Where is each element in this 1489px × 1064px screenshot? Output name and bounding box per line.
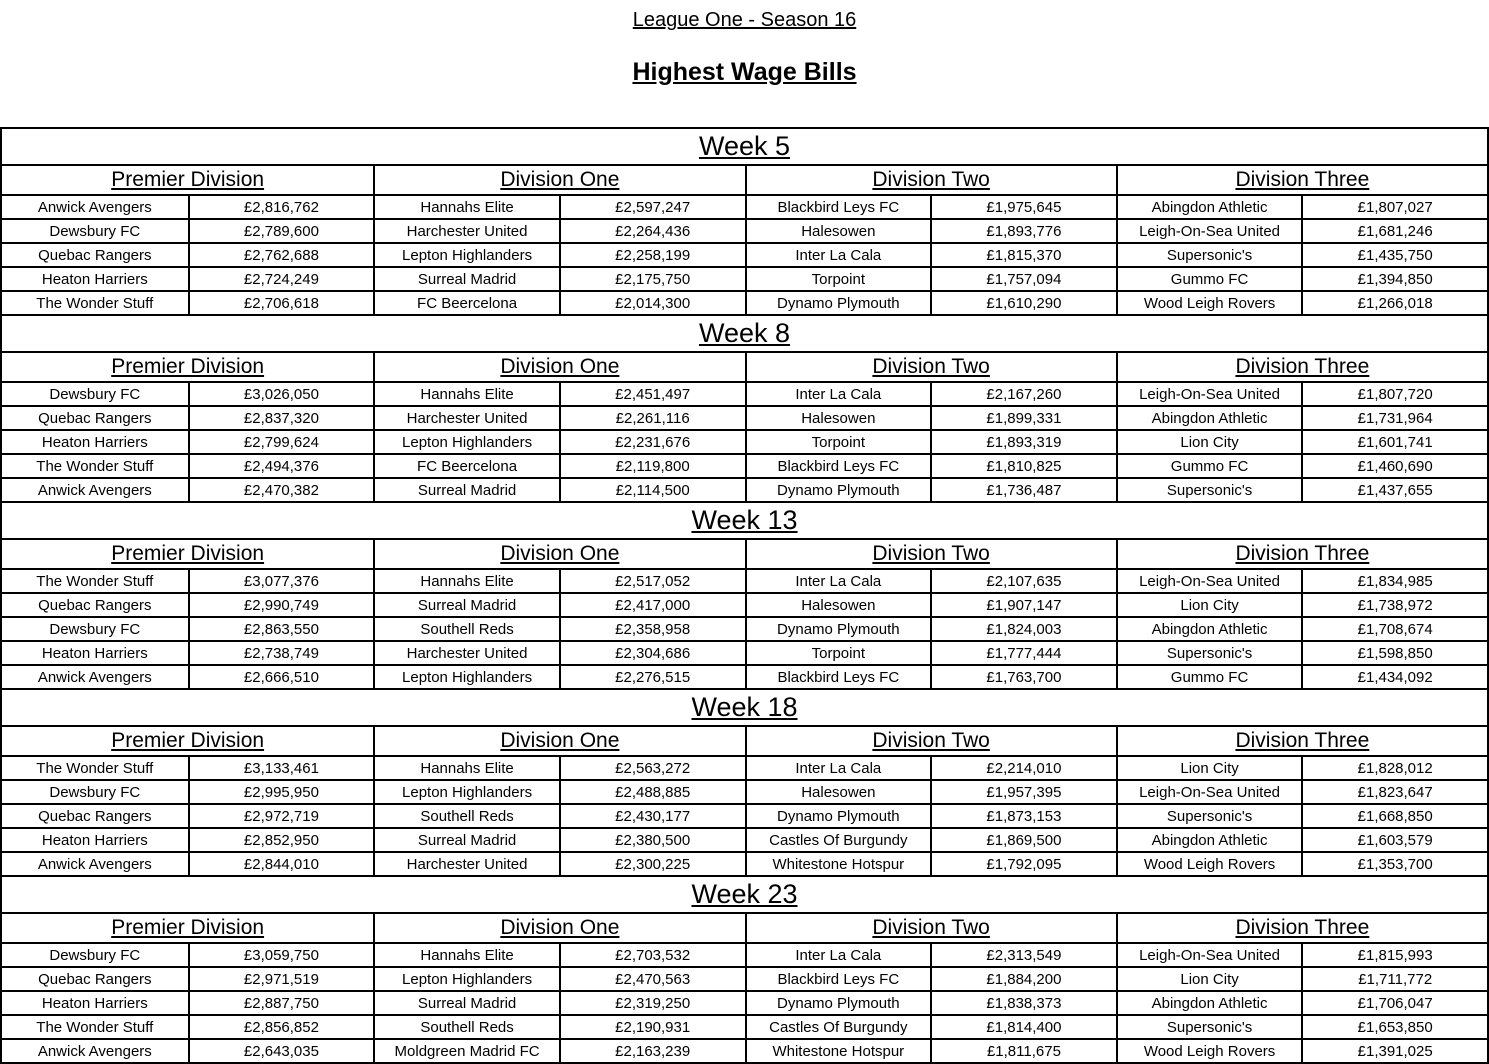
wage-value-cell: £2,304,686 [559, 640, 745, 664]
division-header [745, 351, 1116, 381]
team-name-cell: Quebac Rangers [2, 242, 188, 266]
wage-value-cell: £2,971,519 [188, 966, 374, 990]
division-header [2, 164, 373, 194]
team-name-cell: Abingdon Athletic [1116, 194, 1302, 218]
wage-value-cell: £1,394,850 [1301, 266, 1487, 290]
wage-value-cell: £1,391,025 [1301, 1038, 1487, 1062]
division-header-label: Division One [500, 168, 620, 191]
team-name-cell: Lion City [1116, 755, 1302, 779]
division-header-label: Division One [500, 355, 620, 378]
team-name-cell: Gummo FC [1116, 664, 1302, 688]
team-name-cell: Lepton Highlanders [373, 779, 559, 803]
team-name-cell: Anwick Avengers [2, 664, 188, 688]
division-header-label: Division Two [872, 168, 990, 191]
division-header-label: Division Three [1235, 355, 1370, 378]
team-name-cell: Dewsbury FC [2, 779, 188, 803]
wage-value-cell: £2,852,950 [188, 827, 374, 851]
wage-value-cell: £2,517,052 [559, 568, 745, 592]
team-name-cell: Halesowen [745, 218, 931, 242]
wage-value-cell: £2,816,762 [188, 194, 374, 218]
wage-value-cell: £3,077,376 [188, 568, 374, 592]
wage-value-cell: £2,190,931 [559, 1014, 745, 1038]
wage-value-cell: £2,107,635 [930, 568, 1116, 592]
wage-value-cell: £1,807,027 [1301, 194, 1487, 218]
team-name-cell: Dynamo Plymouth [745, 616, 931, 640]
wage-value-cell: £2,380,500 [559, 827, 745, 851]
division-header-label: Division Three [1235, 542, 1370, 565]
wage-value-cell: £1,824,003 [930, 616, 1116, 640]
team-name-cell: Torpoint [745, 266, 931, 290]
team-name-cell: Harchester United [373, 640, 559, 664]
team-name-cell: Leigh-On-Sea United [1116, 568, 1302, 592]
wage-value-cell: £2,995,950 [188, 779, 374, 803]
team-name-cell: Anwick Avengers [2, 477, 188, 501]
team-name-cell: Harchester United [373, 218, 559, 242]
division-header-label: Premier Division [111, 916, 265, 939]
team-name-cell: Leigh-On-Sea United [1116, 381, 1302, 405]
team-name-cell: Hannahs Elite [373, 568, 559, 592]
division-header-label: Division Two [872, 916, 990, 939]
wage-value-cell: £1,603,579 [1301, 827, 1487, 851]
wage-value-cell: £2,703,532 [559, 942, 745, 966]
wage-value-cell: £1,736,487 [930, 477, 1116, 501]
team-name-cell: Anwick Avengers [2, 1038, 188, 1062]
wage-value-cell: £2,738,749 [188, 640, 374, 664]
wage-value-cell: £2,706,618 [188, 290, 374, 314]
wage-value-cell: £2,358,958 [559, 616, 745, 640]
team-name-cell: Blackbird Leys FC [745, 453, 931, 477]
team-name-cell: Surreal Madrid [373, 592, 559, 616]
wage-value-cell: £2,300,225 [559, 851, 745, 875]
division-header [1116, 538, 1487, 568]
wage-value-cell: £1,792,095 [930, 851, 1116, 875]
division-header-label: Division Two [872, 355, 990, 378]
wage-value-cell: £2,724,249 [188, 266, 374, 290]
report-title: Highest Wage Bills [632, 58, 857, 86]
team-name-cell: Quebac Rangers [2, 966, 188, 990]
team-name-cell: Heaton Harriers [2, 990, 188, 1014]
team-name-cell: Inter La Cala [745, 755, 931, 779]
division-header-label: Division One [500, 729, 620, 752]
wage-value-cell: £1,731,964 [1301, 405, 1487, 429]
division-header [745, 538, 1116, 568]
wage-value-cell: £2,114,500 [559, 477, 745, 501]
team-name-cell: Supersonic's [1116, 803, 1302, 827]
team-name-cell: Southell Reds [373, 1014, 559, 1038]
division-header-label: Premier Division [111, 168, 265, 191]
team-name-cell: Abingdon Athletic [1116, 405, 1302, 429]
wage-value-cell: £2,762,688 [188, 242, 374, 266]
wage-value-cell: £2,470,563 [559, 966, 745, 990]
division-header-label: Division Three [1235, 916, 1370, 939]
week-title-week-8-label: Week 8 [698, 318, 791, 348]
division-header [373, 725, 744, 755]
division-header-label: Division One [500, 542, 620, 565]
division-header [2, 538, 373, 568]
division-header [2, 725, 373, 755]
team-name-cell: Heaton Harriers [2, 640, 188, 664]
wage-value-cell: £1,708,674 [1301, 616, 1487, 640]
wage-value-cell: £1,653,850 [1301, 1014, 1487, 1038]
wage-value-cell: £2,863,550 [188, 616, 374, 640]
wage-value-cell: £2,264,436 [559, 218, 745, 242]
wage-value-cell: £2,163,239 [559, 1038, 745, 1062]
section-week-8 [2, 314, 1487, 501]
division-header-label: Division Two [872, 729, 990, 752]
wage-value-cell: £1,435,750 [1301, 242, 1487, 266]
team-name-cell: Quebac Rangers [2, 592, 188, 616]
wage-value-cell: £1,893,776 [930, 218, 1116, 242]
section-week-23 [2, 875, 1487, 1062]
highest-wage-bills-table [0, 127, 1489, 1064]
team-name-cell: Gummo FC [1116, 453, 1302, 477]
wage-value-cell: £2,119,800 [559, 453, 745, 477]
wage-value-cell: £1,706,047 [1301, 990, 1487, 1014]
team-name-cell: Supersonic's [1116, 477, 1302, 501]
week-title-week-23 [2, 875, 1487, 912]
wage-value-cell: £1,815,993 [1301, 942, 1487, 966]
wage-value-cell: £2,214,010 [930, 755, 1116, 779]
team-name-cell: Moldgreen Madrid FC [373, 1038, 559, 1062]
division-header [1116, 912, 1487, 942]
division-header-label: Division One [500, 916, 620, 939]
team-name-cell: Surreal Madrid [373, 827, 559, 851]
team-name-cell: Halesowen [745, 779, 931, 803]
team-name-cell: Halesowen [745, 405, 931, 429]
team-name-cell: The Wonder Stuff [2, 1014, 188, 1038]
team-name-cell: Castles Of Burgundy [745, 827, 931, 851]
week-title-week-18-label: Week 18 [691, 692, 798, 722]
wage-value-cell: £2,319,250 [559, 990, 745, 1014]
team-name-cell: The Wonder Stuff [2, 453, 188, 477]
team-name-cell: Dewsbury FC [2, 942, 188, 966]
team-name-cell: Surreal Madrid [373, 266, 559, 290]
team-name-cell: Hannahs Elite [373, 194, 559, 218]
team-name-cell: Inter La Cala [745, 568, 931, 592]
week-title-week-13 [2, 501, 1487, 538]
wage-value-cell: £1,763,700 [930, 664, 1116, 688]
team-name-cell: Abingdon Athletic [1116, 827, 1302, 851]
team-name-cell: Heaton Harriers [2, 827, 188, 851]
division-header-label: Division Three [1235, 168, 1370, 191]
division-header-label: Division Two [872, 542, 990, 565]
team-name-cell: Quebac Rangers [2, 803, 188, 827]
division-header-label: Premier Division [111, 355, 265, 378]
team-name-cell: Dynamo Plymouth [745, 477, 931, 501]
team-name-cell: Leigh-On-Sea United [1116, 942, 1302, 966]
team-name-cell: FC Beercelona [373, 290, 559, 314]
week-title-week-5-label: Week 5 [698, 131, 791, 161]
wage-value-cell: £2,789,600 [188, 218, 374, 242]
team-name-cell: Hannahs Elite [373, 942, 559, 966]
team-name-cell: Supersonic's [1116, 640, 1302, 664]
division-header [745, 164, 1116, 194]
wage-value-cell: £2,887,750 [188, 990, 374, 1014]
team-name-cell: Abingdon Athletic [1116, 616, 1302, 640]
team-name-cell: Hannahs Elite [373, 755, 559, 779]
team-name-cell: Harchester United [373, 405, 559, 429]
division-header-label: Premier Division [111, 729, 265, 752]
team-name-cell: Lion City [1116, 966, 1302, 990]
wage-value-cell: £2,430,177 [559, 803, 745, 827]
team-name-cell: Lion City [1116, 429, 1302, 453]
week-title-week-23-label: Week 23 [691, 879, 798, 909]
week-title-week-18 [2, 688, 1487, 725]
division-header [373, 538, 744, 568]
team-name-cell: Wood Leigh Rovers [1116, 1038, 1302, 1062]
division-header [1116, 351, 1487, 381]
division-header [1116, 725, 1487, 755]
division-header-label: Premier Division [111, 542, 265, 565]
team-name-cell: Blackbird Leys FC [745, 966, 931, 990]
wage-value-cell: £1,834,985 [1301, 568, 1487, 592]
wage-value-cell: £1,266,018 [1301, 290, 1487, 314]
division-header [373, 164, 744, 194]
team-name-cell: The Wonder Stuff [2, 290, 188, 314]
wage-value-cell: £2,837,320 [188, 405, 374, 429]
wage-value-cell: £2,856,852 [188, 1014, 374, 1038]
wage-value-cell: £2,597,247 [559, 194, 745, 218]
team-name-cell: Gummo FC [1116, 266, 1302, 290]
division-header [2, 912, 373, 942]
wage-value-cell: £2,494,376 [188, 453, 374, 477]
wage-value-cell: £1,907,147 [930, 592, 1116, 616]
wage-value-cell: £1,975,645 [930, 194, 1116, 218]
team-name-cell: Southell Reds [373, 803, 559, 827]
wage-value-cell: £2,451,497 [559, 381, 745, 405]
team-name-cell: The Wonder Stuff [2, 755, 188, 779]
wage-value-cell: £1,460,690 [1301, 453, 1487, 477]
wage-value-cell: £1,899,331 [930, 405, 1116, 429]
wage-value-cell: £1,828,012 [1301, 755, 1487, 779]
week-title-week-13-label: Week 13 [691, 505, 798, 535]
week-title-week-8 [2, 314, 1487, 351]
wage-value-cell: £1,738,972 [1301, 592, 1487, 616]
wage-value-cell: £1,815,370 [930, 242, 1116, 266]
team-name-cell: Heaton Harriers [2, 429, 188, 453]
division-header [2, 351, 373, 381]
wage-value-cell: £1,823,647 [1301, 779, 1487, 803]
division-header [373, 351, 744, 381]
wage-value-cell: £2,261,116 [559, 405, 745, 429]
team-name-cell: Castles Of Burgundy [745, 1014, 931, 1038]
wage-value-cell: £2,231,676 [559, 429, 745, 453]
wage-value-cell: £1,811,675 [930, 1038, 1116, 1062]
team-name-cell: Surreal Madrid [373, 477, 559, 501]
team-name-cell: Lepton Highlanders [373, 242, 559, 266]
team-name-cell: Dewsbury FC [2, 616, 188, 640]
wage-value-cell: £2,258,199 [559, 242, 745, 266]
wage-value-cell: £1,873,153 [930, 803, 1116, 827]
team-name-cell: Anwick Avengers [2, 851, 188, 875]
wage-value-cell: £1,814,400 [930, 1014, 1116, 1038]
wage-value-cell: £1,434,092 [1301, 664, 1487, 688]
team-name-cell: Dewsbury FC [2, 218, 188, 242]
wage-value-cell: £2,844,010 [188, 851, 374, 875]
team-name-cell: Lepton Highlanders [373, 966, 559, 990]
team-name-cell: Dynamo Plymouth [745, 990, 931, 1014]
wage-value-cell: £2,643,035 [188, 1038, 374, 1062]
wage-value-cell: £2,563,272 [559, 755, 745, 779]
wage-value-cell: £1,893,319 [930, 429, 1116, 453]
team-name-cell: Lepton Highlanders [373, 429, 559, 453]
wage-value-cell: £2,014,300 [559, 290, 745, 314]
wage-value-cell: £1,601,741 [1301, 429, 1487, 453]
team-name-cell: Leigh-On-Sea United [1116, 218, 1302, 242]
team-name-cell: Wood Leigh Rovers [1116, 290, 1302, 314]
team-name-cell: Torpoint [745, 640, 931, 664]
wage-value-cell: £1,869,500 [930, 827, 1116, 851]
team-name-cell: Lion City [1116, 592, 1302, 616]
team-name-cell: Anwick Avengers [2, 194, 188, 218]
team-name-cell: Supersonic's [1116, 1014, 1302, 1038]
wage-value-cell: £1,957,395 [930, 779, 1116, 803]
wage-value-cell: £3,059,750 [188, 942, 374, 966]
team-name-cell: Torpoint [745, 429, 931, 453]
wage-value-cell: £2,666,510 [188, 664, 374, 688]
team-name-cell: Surreal Madrid [373, 990, 559, 1014]
wage-value-cell: £1,681,246 [1301, 218, 1487, 242]
wage-value-cell: £1,838,373 [930, 990, 1116, 1014]
section-week-5 [2, 127, 1487, 314]
division-header [373, 912, 744, 942]
week-title-week-5 [2, 127, 1487, 164]
league-season-title: League One - Season 16 [632, 9, 857, 31]
wage-value-cell: £2,990,749 [188, 592, 374, 616]
team-name-cell: FC Beercelona [373, 453, 559, 477]
wage-value-cell: £2,175,750 [559, 266, 745, 290]
team-name-cell: Hannahs Elite [373, 381, 559, 405]
team-name-cell: Abingdon Athletic [1116, 990, 1302, 1014]
wage-value-cell: £3,133,461 [188, 755, 374, 779]
wage-value-cell: £2,799,624 [188, 429, 374, 453]
wage-value-cell: £1,711,772 [1301, 966, 1487, 990]
team-name-cell: Harchester United [373, 851, 559, 875]
division-header [1116, 164, 1487, 194]
wage-value-cell: £2,313,549 [930, 942, 1116, 966]
wage-value-cell: £1,777,444 [930, 640, 1116, 664]
team-name-cell: Supersonic's [1116, 242, 1302, 266]
division-header [745, 912, 1116, 942]
team-name-cell: Lepton Highlanders [373, 664, 559, 688]
wage-value-cell: £1,807,720 [1301, 381, 1487, 405]
team-name-cell: Dynamo Plymouth [745, 290, 931, 314]
wage-value-cell: £1,668,850 [1301, 803, 1487, 827]
wage-value-cell: £2,417,000 [559, 592, 745, 616]
wage-value-cell: £2,470,382 [188, 477, 374, 501]
wage-value-cell: £1,610,290 [930, 290, 1116, 314]
team-name-cell: Blackbird Leys FC [745, 664, 931, 688]
team-name-cell: Quebac Rangers [2, 405, 188, 429]
team-name-cell: Whitestone Hotspur [745, 851, 931, 875]
team-name-cell: Leigh-On-Sea United [1116, 779, 1302, 803]
team-name-cell: Inter La Cala [745, 381, 931, 405]
team-name-cell: Dynamo Plymouth [745, 803, 931, 827]
wage-value-cell: £1,884,200 [930, 966, 1116, 990]
document-header [0, 0, 1489, 127]
team-name-cell: Inter La Cala [745, 942, 931, 966]
wage-value-cell: £1,437,655 [1301, 477, 1487, 501]
division-header [745, 725, 1116, 755]
team-name-cell: Whitestone Hotspur [745, 1038, 931, 1062]
wage-value-cell: £1,810,825 [930, 453, 1116, 477]
section-week-13 [2, 501, 1487, 688]
team-name-cell: Southell Reds [373, 616, 559, 640]
team-name-cell: Blackbird Leys FC [745, 194, 931, 218]
wage-value-cell: £2,972,719 [188, 803, 374, 827]
wage-value-cell: £1,353,700 [1301, 851, 1487, 875]
wage-value-cell: £3,026,050 [188, 381, 374, 405]
wage-value-cell: £2,167,260 [930, 381, 1116, 405]
division-header-label: Division Three [1235, 729, 1370, 752]
wage-value-cell: £2,276,515 [559, 664, 745, 688]
wage-value-cell: £1,598,850 [1301, 640, 1487, 664]
team-name-cell: The Wonder Stuff [2, 568, 188, 592]
team-name-cell: Heaton Harriers [2, 266, 188, 290]
wage-value-cell: £2,488,885 [559, 779, 745, 803]
wage-value-cell: £1,757,094 [930, 266, 1116, 290]
team-name-cell: Wood Leigh Rovers [1116, 851, 1302, 875]
section-week-18 [2, 688, 1487, 875]
team-name-cell: Inter La Cala [745, 242, 931, 266]
team-name-cell: Dewsbury FC [2, 381, 188, 405]
team-name-cell: Halesowen [745, 592, 931, 616]
